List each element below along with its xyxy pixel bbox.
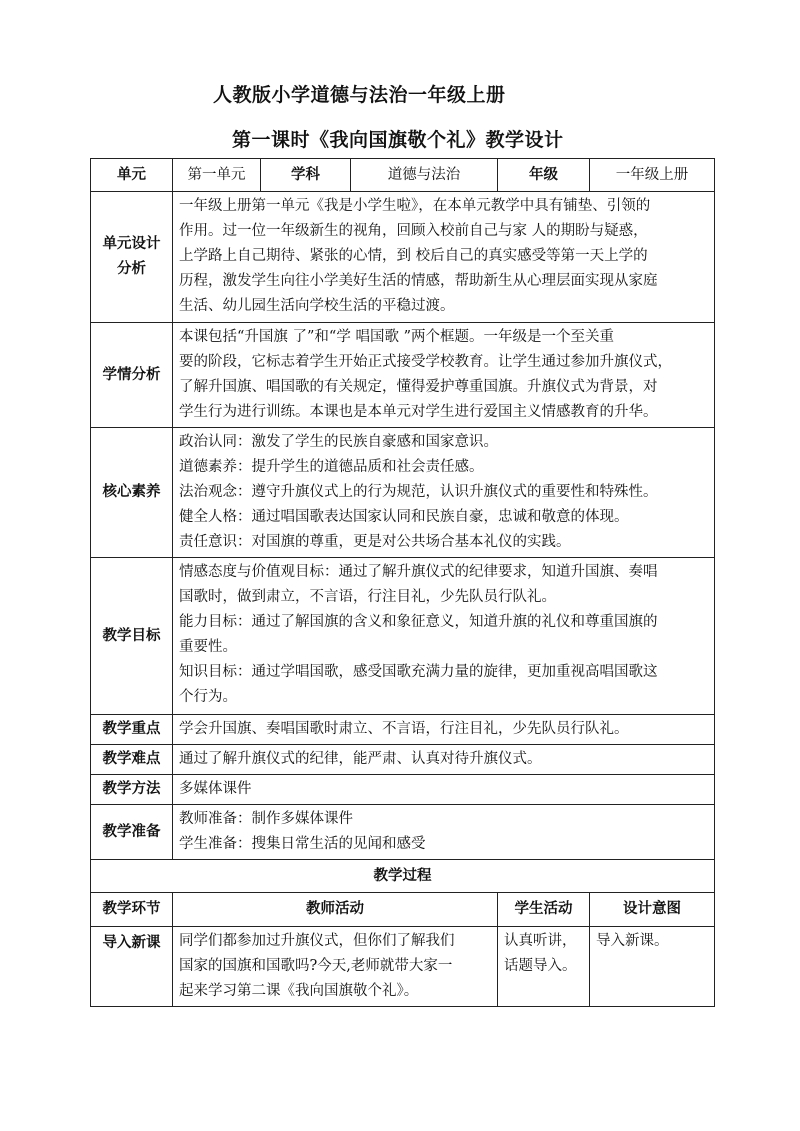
grade-label: 年级 — [498, 159, 590, 192]
content-line: 能力目标：通过了解国旗的含义和象征意义，知道升旗的礼仪和尊重国旗的 — [179, 614, 658, 630]
section-row — [91, 775, 715, 805]
section-content — [173, 558, 715, 715]
section-row — [91, 715, 715, 745]
content-line: 学生准备：搜集日常生活的见闻和感受 — [179, 836, 426, 852]
process-header-row — [91, 893, 715, 927]
content-line: 知识目标：通过学唱国歌，感受国歌充满力量的旋律，更加重视高唱国歌这 — [179, 664, 658, 680]
content-line: 国歌时，做到肃立，不言语，行注目礼，少先队员行队礼。 — [179, 589, 556, 605]
content-line: 一年级上册第一单元《我是小学生啦》，在本单元教学中具有铺垫、引领的 — [179, 198, 651, 214]
content-line: 重要性。 — [179, 639, 237, 655]
content-line: 学生行为进行训练。本课也是本单元对学生进行爱国主义情感教育的升华。 — [179, 404, 658, 420]
unit-label: 单元 — [91, 159, 173, 192]
content-line: 教师准备：制作多媒体课件 — [179, 811, 353, 827]
content-line: 同学们都参加过升旗仪式，但你们了解我们 — [179, 933, 455, 949]
content-line: 作用。过一位一年级新生的视角，回顾入校前自己与家 人的期盼与疑惑， — [179, 223, 648, 239]
unit-value: 第一单元 — [173, 159, 261, 192]
lesson-title: 第一课时《我向国旗敬个礼》教学设计 — [232, 129, 564, 151]
content-line: 政治认同：激发了学生的民族自豪感和国家意识。 — [179, 434, 498, 450]
content-line: 认真听讲， — [504, 933, 577, 949]
content-line: 了解升国旗、唱国歌的有关规定，懂得爱护尊重国旗。升旗仪式为背景，对 — [179, 379, 658, 395]
info-row — [91, 159, 715, 192]
section-label: 教学重点 — [91, 715, 173, 745]
section-row — [91, 428, 715, 558]
teacher-activity-cell — [173, 927, 498, 1007]
section-content — [173, 323, 715, 428]
content-line: 生活、幼儿园生活向学校生活的平稳过渡。 — [179, 298, 455, 314]
section-content — [173, 775, 715, 805]
section-row — [91, 805, 715, 860]
student-activity-cell — [498, 927, 590, 1007]
document-title: 人教版小学道德与法治一年级上册 — [213, 84, 506, 106]
content-line: 个行为。 — [179, 689, 237, 705]
content-line: 学会升国旗、奏唱国歌时肃立、不言语，行注目礼，少先队员行队礼。 — [179, 721, 629, 737]
stage-cell: 导入新课 — [91, 927, 173, 1007]
section-label: 核心素养 — [91, 428, 173, 558]
section-content — [173, 715, 715, 745]
section-row — [91, 323, 715, 428]
content-line: 起来学习第二课《我向国旗敬个礼》。 — [179, 983, 419, 999]
section-content — [173, 805, 715, 860]
section-content — [173, 428, 715, 558]
content-line: 导入新课。 — [596, 933, 669, 949]
section-label: 学情分析 — [91, 323, 173, 428]
column-header: 教师活动 — [173, 893, 498, 927]
section-row — [91, 745, 715, 775]
design-intent-cell — [590, 927, 715, 1007]
content-line: 多媒体课件 — [179, 781, 252, 797]
content-line: 情感态度与价值观目标：通过了解升旗仪式的纪律要求，知道升国旗、奏唱 — [179, 564, 658, 580]
content-line: 通过了解升旗仪式的纪律，能严肃、认真对待升旗仪式。 — [179, 751, 542, 767]
section-row — [91, 558, 715, 715]
column-header: 教学环节 — [91, 893, 173, 927]
content-line: 本课包括“升国旗 了”和“学 唱国歌 ”两个框题。一年级是一个至关重 — [179, 329, 614, 345]
section-content — [173, 192, 715, 323]
content-line: 道德素养：提升学生的道德品质和社会责任感。 — [179, 459, 484, 475]
content-line: 话题导入。 — [504, 958, 577, 974]
column-header: 学生活动 — [498, 893, 590, 927]
process-heading-row — [91, 860, 715, 893]
section-label: 教学方法 — [91, 775, 173, 805]
section-label: 单元设计 分析 — [91, 192, 173, 323]
section-label: 教学准备 — [91, 805, 173, 860]
subject-value: 道德与法治 — [351, 159, 498, 192]
content-line: 责任意识：对国旗的尊重，更是对公共场合基本礼仪的实践。 — [179, 534, 571, 550]
section-row — [91, 192, 715, 323]
process-heading: 教学过程 — [91, 860, 715, 893]
process-row — [91, 927, 715, 1007]
section-label: 教学目标 — [91, 558, 173, 715]
content-line: 国家的国旗和国歌吗?今天,老师就带大家一 — [179, 958, 453, 974]
content-line: 上学路上自己期待、紧张的心情，到 校后自己的真实感受等第一天上学的 — [179, 248, 648, 264]
lesson-plan-table — [90, 158, 715, 1007]
subject-label: 学科 — [261, 159, 351, 192]
section-content — [173, 745, 715, 775]
column-header: 设计意图 — [590, 893, 715, 927]
content-line: 历程，激发学生向往小学美好生活的情感，帮助新生从心理层面实现从家庭 — [179, 273, 658, 289]
content-line: 健全人格：通过唱国歌表达国家认同和民族自豪，忠诚和敬意的体现。 — [179, 509, 629, 525]
section-label: 教学难点 — [91, 745, 173, 775]
content-line: 法治观念：遵守升旗仪式上的行为规范，认识升旗仪式的重要性和特殊性。 — [179, 484, 658, 500]
content-line: 要的阶段，它标志着学生开始正式接受学校教育。让学生通过参加升旗仪式， — [179, 354, 672, 370]
grade-value: 一年级上册 — [590, 159, 715, 192]
